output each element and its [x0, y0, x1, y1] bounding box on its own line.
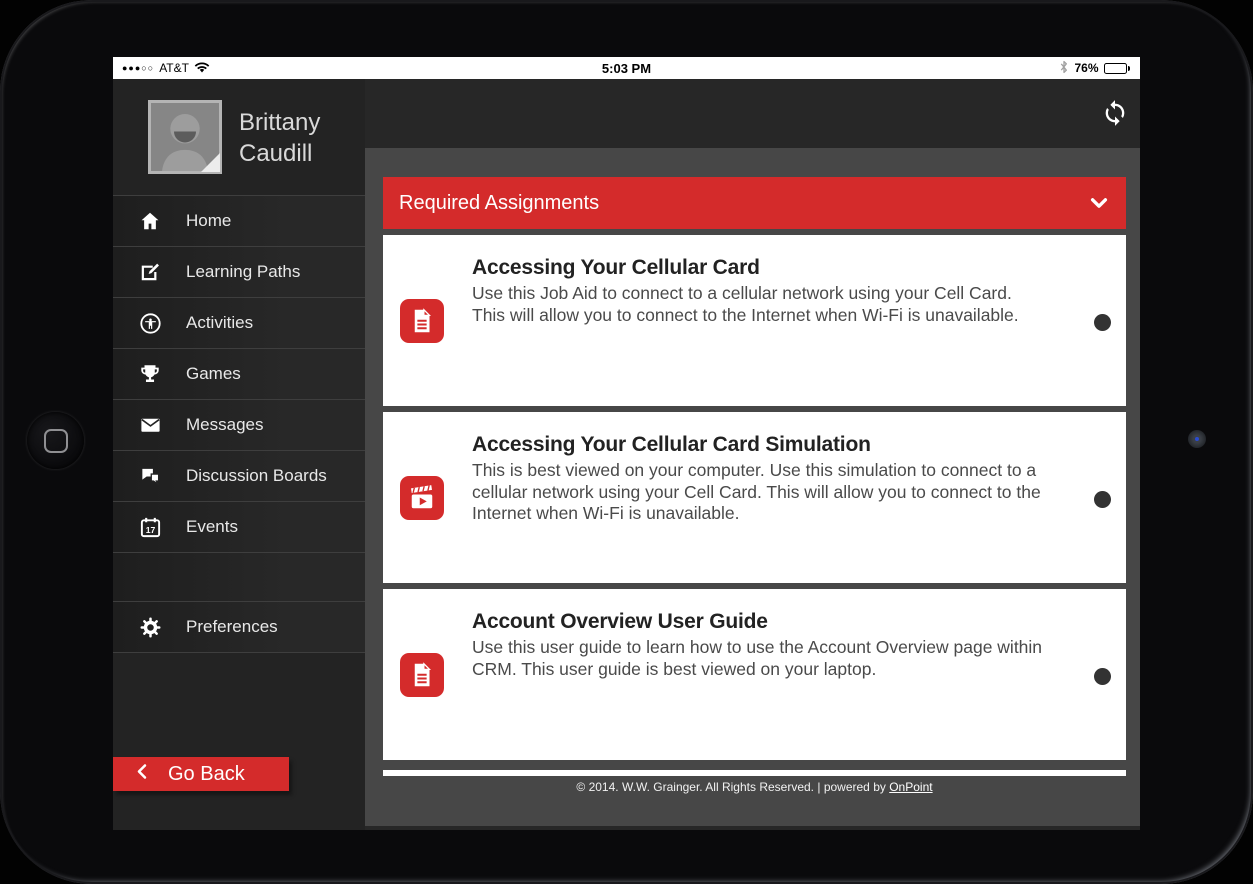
sidebar-item-label: Events: [186, 517, 238, 536]
status-dot: [1094, 491, 1111, 508]
tablet-screen: [113, 57, 1140, 830]
sidebar-item-label: Activities: [186, 313, 254, 332]
content-panel: [365, 148, 1140, 826]
front-camera: [1188, 430, 1206, 448]
card-title: Accessing Your Cellular Card: [472, 256, 760, 279]
sidebar-item-preferences[interactable]: [113, 602, 365, 653]
camera-lens-icon: [1195, 437, 1199, 441]
sidebar-item-activities[interactable]: [113, 298, 365, 349]
assignment-card[interactable]: [383, 235, 1126, 406]
refresh-button[interactable]: [1101, 99, 1129, 127]
status-bar: [113, 57, 1140, 79]
sidebar-item-label: Learning Paths: [186, 262, 301, 281]
copyright-label: © 2014. W.W. Grainger. All Rights Reserved.: [576, 780, 815, 794]
chevron-left-icon: [134, 763, 151, 786]
sidebar-menu: [113, 195, 365, 653]
battery-percent-label: 76%: [1074, 61, 1099, 75]
sidebar-item-messages[interactable]: [113, 400, 365, 451]
main-area: [365, 79, 1140, 830]
home-button-glyph: [44, 429, 68, 453]
home-icon: [138, 209, 162, 233]
signal-strength-icon: ●●●○○: [122, 63, 155, 73]
sidebar-item-label: Messages: [186, 415, 264, 434]
card-description: This is best viewed on your computer. Use this simulation to connect to a cellular network using your Cell Card. This will allow you to connect to the Internet when Wi-Fi is unavailable.: [472, 460, 1041, 523]
document-icon: [400, 653, 444, 697]
main-top-bar: [365, 79, 1140, 148]
gear-icon: [138, 615, 162, 639]
chat-bubbles-icon: [138, 464, 162, 488]
status-dot: [1094, 668, 1111, 685]
sidebar-spacer-row: [113, 553, 365, 602]
sidebar-item-label: Home: [186, 211, 232, 230]
go-back-label: Go Back: [168, 762, 245, 785]
compose-icon: [138, 260, 162, 284]
avatar: [148, 100, 222, 174]
sidebar-item-discussion-boards[interactable]: [113, 451, 365, 502]
assignment-card[interactable]: [383, 412, 1126, 583]
sidebar-item-label: Preferences: [186, 617, 278, 636]
onpoint-link[interactable]: OnPoint: [889, 780, 933, 794]
powered-by-label: powered by: [823, 780, 886, 794]
chevron-down-icon: [1088, 192, 1110, 214]
calendar-day-label: 17: [145, 524, 155, 535]
user-last-name: Caudill: [239, 140, 313, 167]
sidebar-item-events[interactable]: [113, 502, 365, 553]
status-dot: [1094, 314, 1111, 331]
assignment-card[interactable]: [383, 589, 1126, 760]
video-icon: [400, 476, 444, 520]
carrier-label: AT&T: [159, 61, 189, 75]
sidebar: [113, 79, 365, 830]
card-description: Use this Job Aid to connect to a cellular network using your Cell Card. This will allow you to connect to the Internet when Wi-Fi is unavailable.: [472, 283, 1019, 325]
user-profile: [148, 100, 320, 174]
card-title: Account Overview User Guide: [472, 610, 768, 633]
user-first-name: Brittany: [239, 109, 321, 136]
footer-separator: |: [817, 780, 821, 794]
sidebar-item-home[interactable]: [113, 196, 365, 247]
required-assignments-header[interactable]: [383, 177, 1126, 229]
calendar-icon: [138, 515, 162, 539]
sidebar-item-learning-paths[interactable]: [113, 247, 365, 298]
sidebar-item-games[interactable]: [113, 349, 365, 400]
user-name: [239, 100, 320, 174]
home-button[interactable]: [27, 412, 84, 469]
footer: [383, 780, 1126, 794]
activities-icon: [138, 311, 162, 335]
sidebar-item-label: Discussion Boards: [186, 466, 327, 485]
card-description: Use this user guide to learn how to use the Account Overview page within CRM. This user guide is best viewed on your laptop.: [472, 637, 1043, 679]
go-back-button[interactable]: [113, 757, 289, 791]
next-card-peek[interactable]: [383, 770, 1126, 776]
document-icon: [400, 299, 444, 343]
section-header-label: Required Assignments: [399, 191, 600, 214]
card-title: Accessing Your Cellular Card Simulation: [472, 433, 871, 456]
trophy-icon: [138, 362, 162, 386]
sidebar-item-label: Games: [186, 364, 241, 383]
envelope-icon: [138, 413, 162, 437]
clock-label: 5:03 PM: [601, 60, 652, 76]
